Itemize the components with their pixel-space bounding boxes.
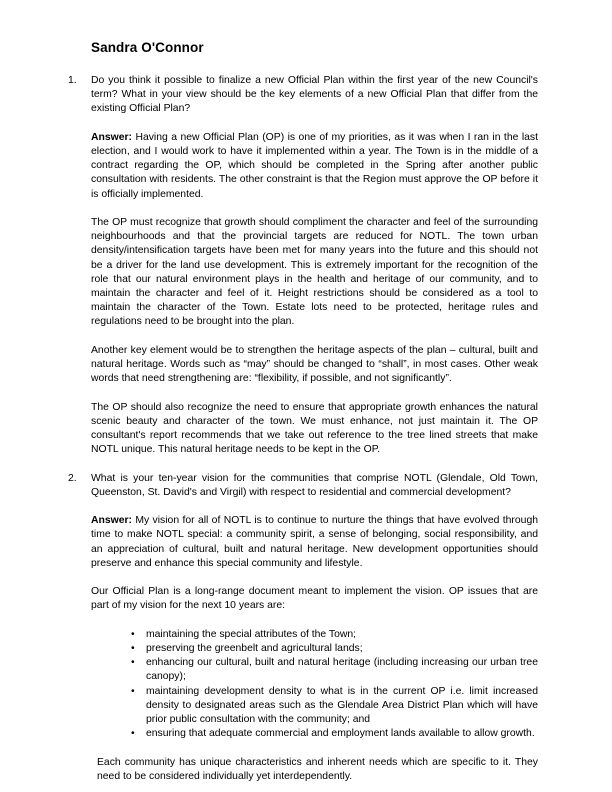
- answer-extra-paragraph-1-2: Another key element would be to strengthen the heritage aspects of the plan – cultural, built and natural heritage. Words such as “may” should be changed to “shall”, in most cases. Other weak words that need strengthening are: “flexibility, if possible, and not significantly”.: [91, 344, 538, 385]
- list-item: [68, 727, 538, 741]
- bullet-icon: •: [131, 657, 135, 669]
- list-item-text: ensuring that adequate commercial and employment lands available to allow growth.: [146, 728, 535, 740]
- question-row-2: [68, 472, 538, 500]
- answer-extra-paragraph-1-1: The OP must recognize that growth should compliment the character and feel of the surrounding neighbourhoods and that the provincial targets are reduced for NOTL. The town urban density/intensification targets have been met for many years into the future and this should not be a driver for the land use development. This is extremely important for the recognition of the role that our natural environment plays in the health and heritage of our community, and to maintain the character and feel of it. Height restrictions should be considered as a tool to maintain the character of the Town. Estate lots need to be protected, heritage rules and regulations need to be brought into the plan.: [91, 217, 538, 328]
- vision-bullet-list: [68, 628, 538, 742]
- answer-body-2: My vision for all of NOTL is to continue to nurture the things that have evolved through time to make NOTL special: a community spirit, a sense of belonging, social responsibility, and an appreciation of cultural, built and natural heritage. New development opportunities should preserve and enhance this special community and lifestyle.: [91, 515, 538, 569]
- qa-block-1: [68, 74, 538, 457]
- question-number-2: 2.: [68, 472, 77, 484]
- qa-block-2: [68, 472, 538, 784]
- question-text-1: Do you think it possible to finalize a new Official Plan within the first year of the new Council's term? What in your view should be the key elements of a new Official Plan that differ from the existing Official Plan?: [91, 75, 538, 115]
- answer-body-1: Having a new Official Plan (OP) is one of my priorities, as it was when I ran in the last election, and I would work to have it implemented within a year. The Town is in the middle of a contract regarding the OP, which should be completed in the Spring after another public consultation with residents. The other constraint is that the Region must approve the OP before it is officially implemented.: [91, 131, 538, 200]
- question-row-1: [68, 74, 538, 117]
- question-number-1: 1.: [68, 75, 77, 86]
- list-item-text: preserving the greenbelt and agricultural lands;: [146, 643, 363, 654]
- list-item: [68, 656, 538, 684]
- closing-paragraph-2: Each community has unique characteristics and inherent needs which are specific to it. They need to be considered individually yet interdependently.: [97, 756, 538, 782]
- answer-label-1: Answer:: [91, 131, 132, 143]
- answer-extra-paragraph-2-1: Our Official Plan is a long-range document meant to implement the vision. OP issues that are part of my vision for the next 10 years are:: [91, 586, 538, 612]
- answer-paragraph-1: [91, 131, 538, 202]
- question-text-2: What is your ten-year vision for the communities that comprise NOTL (Glendale, Old Town, Queenston, St. David's and Virgil) with respect to residential and commercial development?: [91, 472, 538, 498]
- page-title: Sandra O'Connor: [91, 40, 204, 55]
- answer-extra-paragraph-1-3: The OP should also recognize the need to ensure that appropriate growth enhances the natural scenic beauty and character of the town. We must enhance, not just maintain it. The OP consultant's report recommends that we take out reference to the tree lined streets that make NOTL unique. This natural heritage needs to be kept in the OP.: [91, 401, 538, 456]
- answer-paragraph-2: [91, 514, 538, 571]
- list-item: [68, 642, 538, 656]
- list-item-text: maintaining development density to what is in the current OP i.e. limit increased density to designated areas such as the Glendale Area District Plan which will have prior public consultation with the community; and: [146, 685, 538, 726]
- list-item-text: maintaining the special attributes of the Town;: [146, 628, 357, 640]
- bullet-icon: •: [131, 728, 135, 740]
- list-item: [68, 685, 538, 728]
- list-item-text: enhancing our cultural, built and natural heritage (including increasing our urban tree canopy);: [146, 657, 538, 683]
- bullet-icon: •: [131, 685, 135, 697]
- bullet-icon: •: [131, 643, 135, 654]
- document-content: [68, 40, 538, 784]
- answer-label-2: Answer:: [91, 515, 132, 527]
- bullet-icon: •: [131, 628, 135, 640]
- list-item: [68, 628, 538, 642]
